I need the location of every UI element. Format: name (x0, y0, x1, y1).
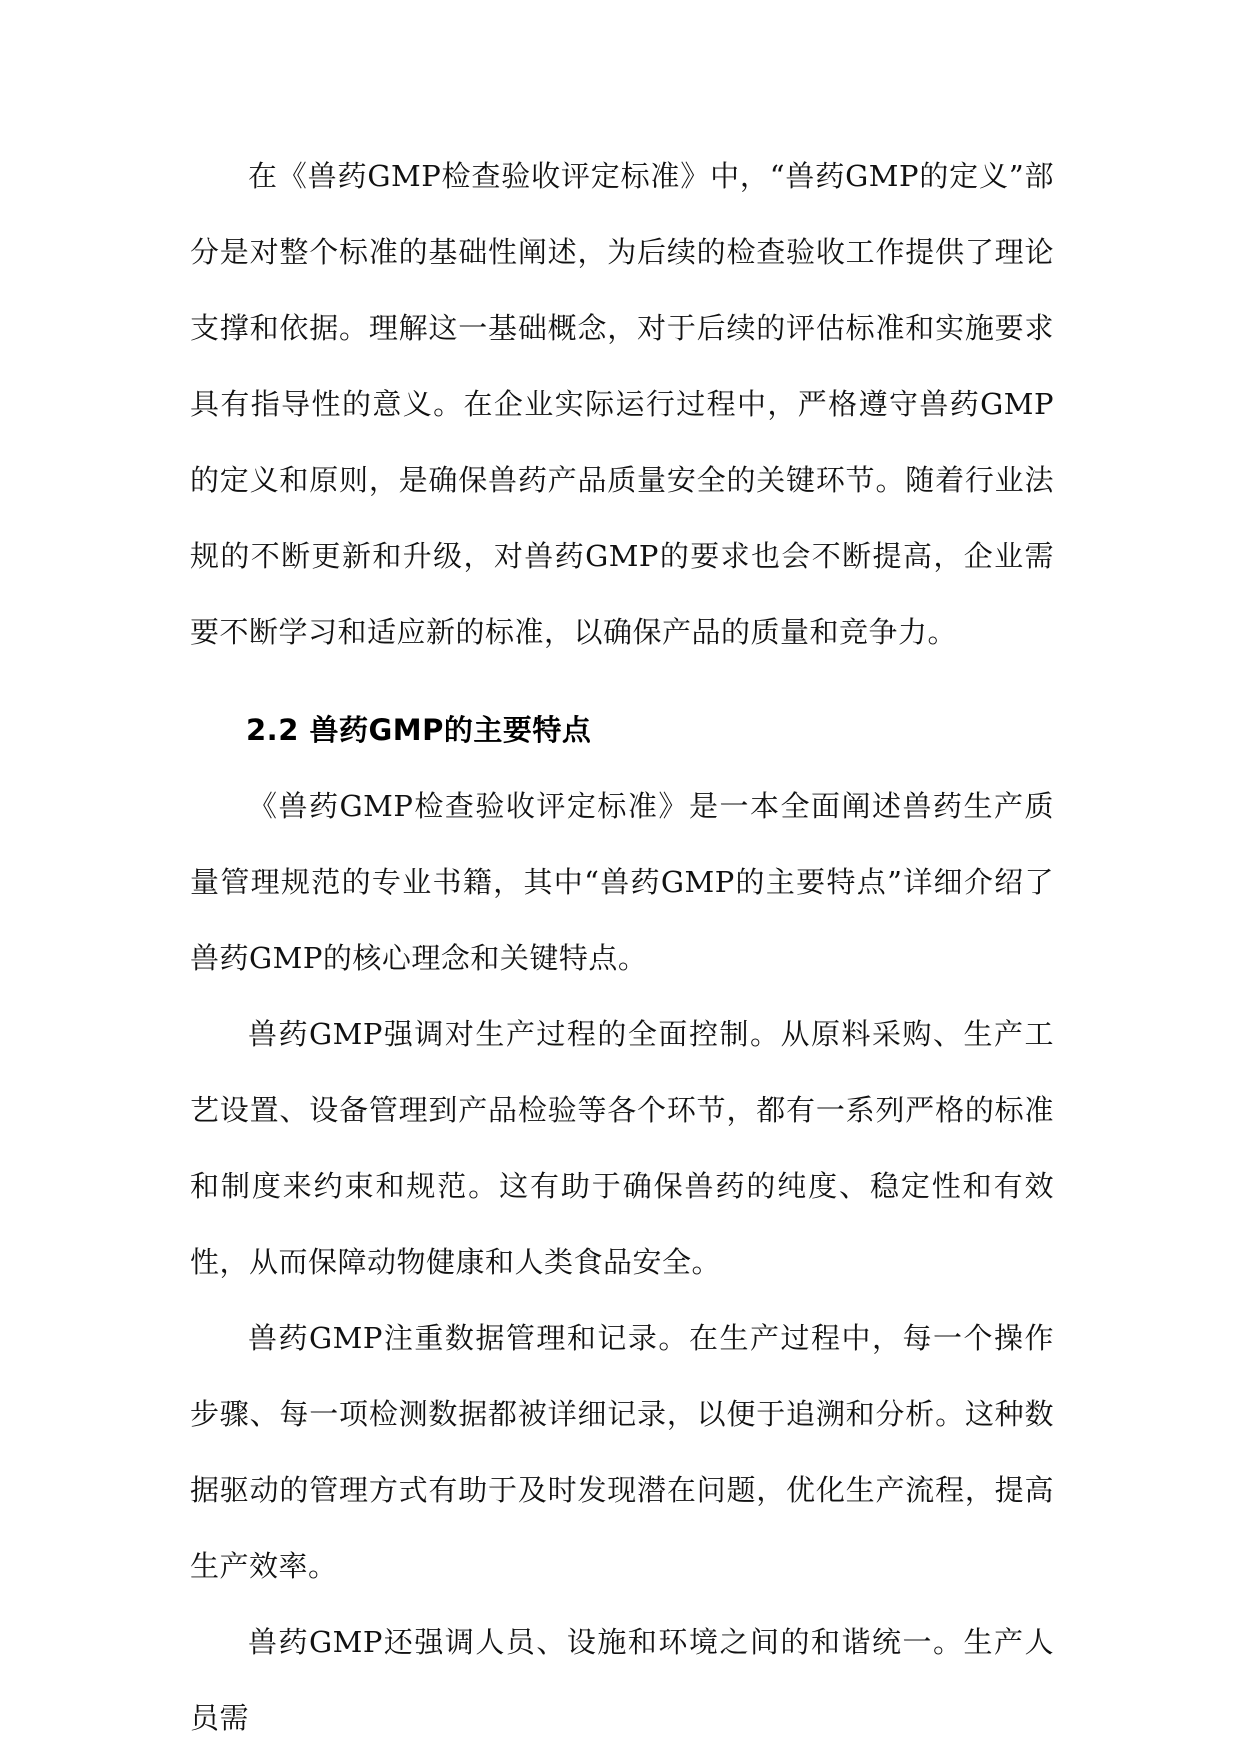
section-heading: 2.2 兽药GMP的主要特点 (246, 713, 592, 747)
paragraph-harmony: 兽药GMP还强调人员、设施和环境之间的和谐统一。生产人员需 (190, 1625, 1054, 1735)
document-body (190, 138, 1054, 1756)
paragraph-gmp-definition: 在《兽药GMP检查验收评定标准》中，“兽药GMP的定义”部分是对整个标准的基础性阐述，为后续的检查验收工作提供了理论支撑和依据。理解这一基础概念，对于后续的评估标准和实施要求具有指导性的意义。在企业实际运行过程中，严格遵守兽药GMP的定义和原则，是确保兽药产品质量安全的关键环节。随着行业法规的不断更新和升级，对兽药GMP的要求也会不断提高，企业需要不断学习和适应新的标准，以确保产品的质量和竞争力。 (190, 159, 1054, 649)
paragraph-process-control: 兽药GMP强调对生产过程的全面控制。从原料采购、生产工艺设置、设备管理到产品检验等各个环节，都有一系列严格的标准和制度来约束和规范。这有助于确保兽药的纯度、稳定性和有效性，从而保障动物健康和人类食品安全。 (190, 1017, 1054, 1279)
paragraph-data-management: 兽药GMP注重数据管理和记录。在生产过程中，每一个操作步骤、每一项检测数据都被详细记录，以便于追溯和分析。这种数据驱动的管理方式有助于及时发现潜在问题，优化生产流程，提高生产效率。 (190, 1321, 1054, 1583)
paragraph-book-intro: 《兽药GMP检查验收评定标准》是一本全面阐述兽药生产质量管理规范的专业书籍，其中“兽药GMP的主要特点”详细介绍了兽药GMP的核心理念和关键特点。 (190, 789, 1054, 975)
